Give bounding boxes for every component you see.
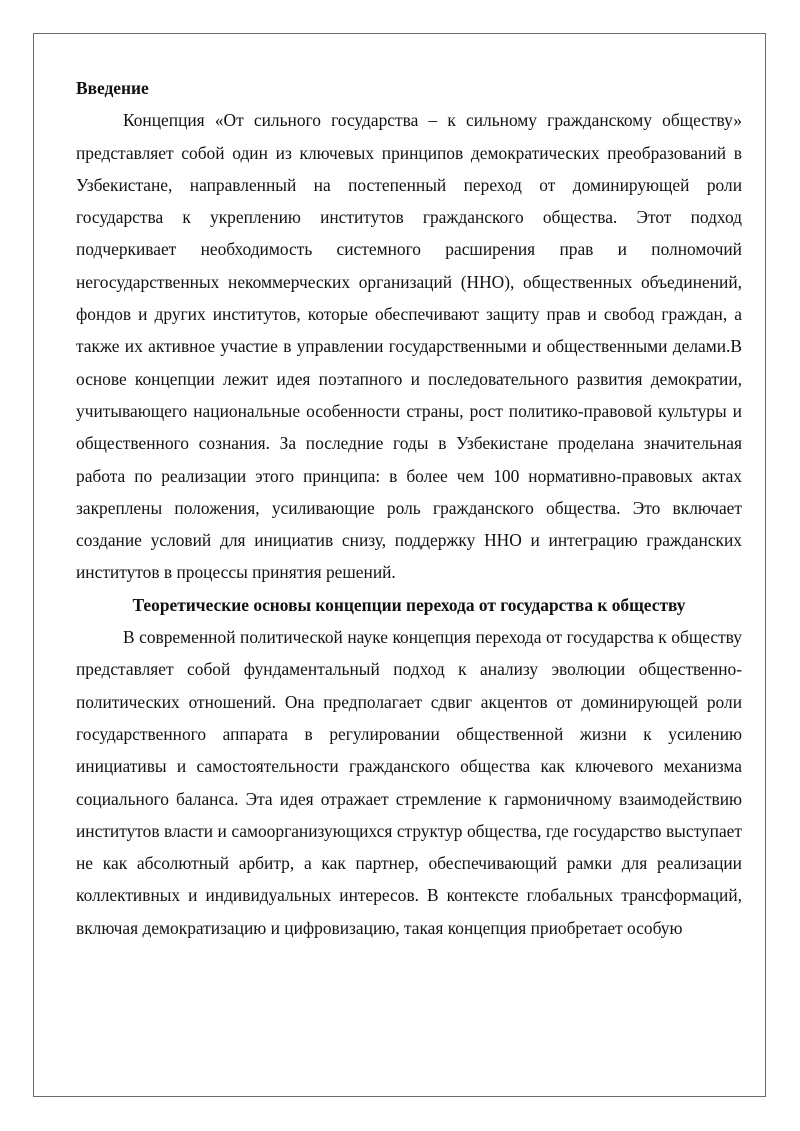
- section-heading-introduction: Введение: [76, 78, 149, 98]
- theory-paragraph: В современной политической науке концепция перехода от государства к обществу представляет собой фундаментальный подход к анализу эволюции общественно-политических отношений. Она предполагает сдвиг акцентов от доминирующей роли государственного аппарата в регулировании общественной жизни к усилению инициативы и самостоятельности гражданского общества как ключевого механизма социального баланса. Эта идея отражает стремление к гармоничному взаимодействию институтов власти и самоорганизующихся структур общества, где государство выступает не как абсолютный арбитр, а как партнер, обеспечивающий рамки для реализации коллективных и индивидуальных интересов. В контексте глобальных трансформаций, включая демократизацию и цифровизацию, такая концепция приобретает особую: [76, 627, 742, 938]
- introduction-paragraph: Концепция «От сильного государства – к сильному гражданскому обществу» представляет собой один из ключевых принципов демократических преобразований в Узбекистане, направленный на постепенный переход от доминирующей роли государства к укреплению институтов гражданского общества. Этот подход подчеркивает необходимость системного расширения прав и полномочий негосударственных некоммерческих организаций (ННО), общественных объединений, фондов и других институтов, которые обеспечивают защиту прав и свобод граждан, а также их активное участие в управлении государственными и общественными делами.В основе концепции лежит идея поэтапного и последовательного развития демократии, учитывающего национальные особенности страны, рост политико-правовой культуры и общественного сознания. За последние годы в Узбекистане проделана значительная работа по реализации этого принципа: в более чем 100 нормативно-правовых актах закреплены положения, усиливающие роль гражданского общества. Это включает создание условий для инициатив снизу, поддержку ННО и интеграцию гражданских институтов в процессы принятия решений.: [76, 110, 742, 583]
- section-heading-theory: Теоретические основы концепции перехода от государства к обществу: [132, 594, 686, 615]
- document-body: [76, 72, 742, 944]
